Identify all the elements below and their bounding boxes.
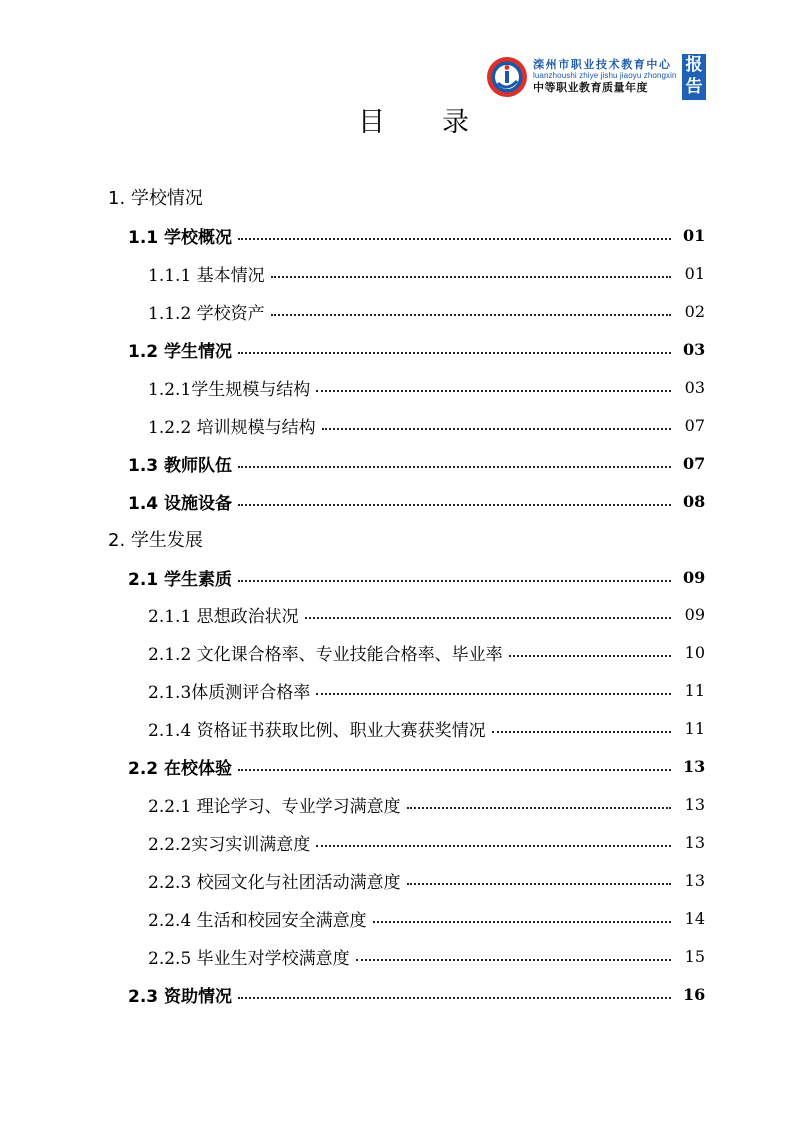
toc-entry[interactable] bbox=[128, 450, 705, 476]
toc-entry[interactable] bbox=[148, 374, 705, 400]
toc-leader-dots bbox=[238, 238, 671, 240]
toc-entry[interactable] bbox=[108, 184, 203, 210]
toc-leader-dots bbox=[316, 693, 671, 695]
toc-entry-page: 02 bbox=[684, 301, 705, 321]
toc-leader-dots bbox=[238, 997, 671, 999]
toc-leader-dots bbox=[322, 428, 671, 430]
toc-entry[interactable] bbox=[148, 829, 705, 855]
toc-leader-dots bbox=[305, 617, 671, 619]
toc-entry-page: 16 bbox=[683, 984, 706, 1004]
toc-entry-label: 1.4 设施设备 bbox=[128, 493, 233, 514]
toc-entry-page: 09 bbox=[684, 604, 705, 624]
toc-leader-dots bbox=[407, 883, 671, 885]
toc-entry[interactable] bbox=[148, 639, 705, 665]
toc-leader-dots bbox=[238, 580, 671, 582]
toc-entry-page: 13 bbox=[684, 832, 705, 852]
toc-entry-page: 13 bbox=[683, 756, 706, 776]
toc-leader-dots bbox=[316, 390, 671, 392]
toc-entry-page: 01 bbox=[683, 225, 706, 245]
toc-entry-label: 1.1.2 学校资产 bbox=[148, 303, 265, 324]
toc-entry[interactable] bbox=[108, 526, 203, 552]
toc-entry[interactable] bbox=[128, 488, 705, 514]
toc-entry[interactable] bbox=[128, 222, 705, 248]
toc-entry-page: 13 bbox=[684, 794, 705, 814]
toc-entry-page: 03 bbox=[683, 339, 706, 359]
toc-entry-page: 01 bbox=[684, 263, 705, 283]
toc-entry-page: 08 bbox=[683, 491, 706, 511]
toc-entry-page: 13 bbox=[684, 870, 705, 890]
toc-entry[interactable] bbox=[148, 715, 705, 741]
toc-entry-label: 1.2.2 培训规模与结构 bbox=[148, 417, 316, 438]
toc-entry-label: 2.2.5 毕业生对学校满意度 bbox=[148, 948, 350, 969]
toc-entry-page: 03 bbox=[684, 377, 705, 397]
toc-leader-dots bbox=[373, 921, 671, 923]
toc-entry-label: 1.1.1 基本情况 bbox=[148, 265, 265, 286]
badge-char-1: 报 bbox=[685, 55, 703, 75]
toc-entry-page: 09 bbox=[683, 567, 706, 587]
toc-leader-dots bbox=[271, 276, 671, 278]
toc-leader-dots bbox=[316, 845, 671, 847]
toc-entry-label: 1.3 教师队伍 bbox=[128, 455, 233, 476]
toc-entry[interactable] bbox=[148, 601, 705, 627]
toc-entry-label: 2.2.1 理论学习、专业学习满意度 bbox=[148, 796, 401, 817]
toc-entry-label: 2.1.4 资格证书获取比例、职业大赛获奖情况 bbox=[148, 720, 486, 741]
toc-entry-label: 2.2.4 生活和校园安全满意度 bbox=[148, 910, 367, 931]
toc-entry-label: 2.2.2实习实训满意度 bbox=[148, 834, 311, 855]
toc-entry-label: 2.3 资助情况 bbox=[128, 986, 233, 1007]
badge-char-2: 告 bbox=[685, 77, 703, 97]
toc-entry[interactable] bbox=[128, 753, 705, 779]
toc-entry-label: 2.1.2 文化课合格率、专业技能合格率、毕业率 bbox=[148, 644, 503, 665]
toc-entry[interactable] bbox=[148, 260, 705, 286]
toc-entry-label: 2.2.3 校园文化与社团活动满意度 bbox=[148, 872, 401, 893]
brand-name-pinyin: luanzhoushi zhiye jishu jiaoyu zhongxin bbox=[533, 71, 677, 80]
toc-leader-dots bbox=[509, 655, 671, 657]
toc-entry[interactable] bbox=[148, 412, 705, 438]
toc-entry[interactable] bbox=[128, 564, 705, 590]
toc-entry-label: 1.2 学生情况 bbox=[128, 341, 233, 362]
toc-entry-label: 1.2.1学生规模与结构 bbox=[148, 379, 311, 400]
toc-entry[interactable] bbox=[148, 791, 705, 817]
toc-entry-label: 2.2 在校体验 bbox=[128, 758, 233, 779]
toc-entry[interactable] bbox=[148, 905, 705, 931]
toc-entry-label: 1.1 学校概况 bbox=[128, 227, 233, 248]
toc-leader-dots bbox=[271, 314, 671, 316]
toc-leader-dots bbox=[238, 352, 671, 354]
toc-entry-page: 07 bbox=[684, 415, 705, 435]
toc-entry-label: 2. 学生发展 bbox=[108, 530, 203, 551]
toc-entry[interactable] bbox=[128, 336, 705, 362]
toc-leader-dots bbox=[492, 731, 671, 733]
toc-entry-page: 10 bbox=[684, 642, 705, 662]
toc-entry[interactable] bbox=[148, 298, 705, 324]
toc-entry-page: 11 bbox=[684, 718, 705, 738]
page-title-char-2: 录 bbox=[442, 107, 469, 138]
toc-entry-label: 2.1.1 思想政治状况 bbox=[148, 606, 299, 627]
toc-leader-dots bbox=[356, 959, 671, 961]
toc-entry-page: 11 bbox=[684, 680, 705, 700]
page-title-char-1: 目 bbox=[358, 107, 385, 138]
toc-entry[interactable] bbox=[148, 943, 705, 969]
toc-entry[interactable] bbox=[148, 677, 705, 703]
toc-entry-page: 07 bbox=[683, 453, 706, 473]
toc-entry[interactable] bbox=[148, 867, 705, 893]
brand-name-cn: 滦州市职业技术教育中心 bbox=[533, 58, 672, 71]
toc-leader-dots bbox=[238, 504, 671, 506]
toc-entry-page: 15 bbox=[684, 946, 705, 966]
toc-entry-label: 1. 学校情况 bbox=[108, 188, 203, 209]
toc-entry-label: 2.1.3体质测评合格率 bbox=[148, 682, 311, 703]
toc-leader-dots bbox=[238, 769, 671, 771]
toc-leader-dots bbox=[407, 807, 671, 809]
toc-entry-page: 14 bbox=[684, 908, 705, 928]
toc-leader-dots bbox=[238, 466, 671, 468]
toc-entry[interactable] bbox=[128, 981, 705, 1007]
toc-entry-label: 2.1 学生素质 bbox=[128, 569, 233, 590]
report-title: 中等职业教育质量年度 bbox=[533, 81, 648, 94]
